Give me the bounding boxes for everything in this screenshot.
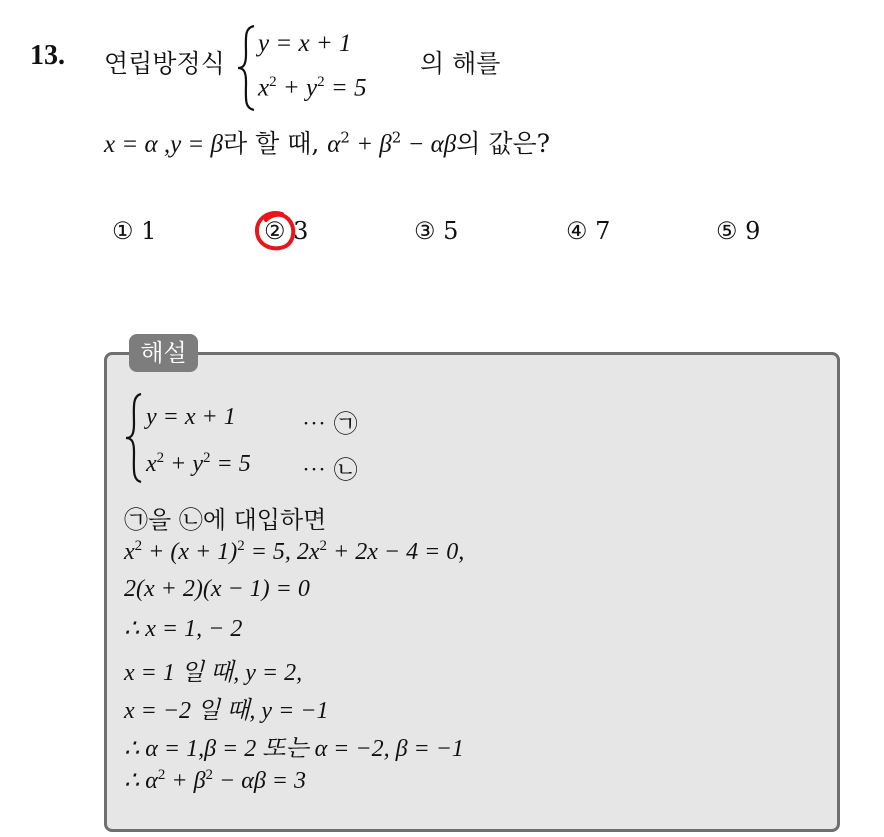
solution-system-brace (124, 392, 144, 484)
question-prefix: 연립방정식 (104, 49, 225, 78)
solution-tag: 해설 (129, 334, 198, 372)
solution-line-7: ∴ α = 1,β = 2 또는 α = −2, β = −1 (124, 736, 464, 762)
choice-4[interactable]: ④ 7 (566, 217, 611, 245)
solution-line-3: 2(x + 2)(x − 1) = 0 (124, 576, 310, 602)
solution-line-8: ∴ $\alpha^2 + \beta^2 - \alpha\beta = 3$ (124, 767, 306, 794)
solution-line-6: x = −2 일 때, y = −1 (124, 698, 329, 724)
solution-system-eq-2: $x^2 + y^2 = 5$ (146, 450, 251, 477)
solution-line-1: ㉠을 ㉡에 대입하면 (124, 506, 327, 534)
system-brace (236, 24, 258, 112)
solution-eq-1-marker: ⋯ ㉠ (302, 410, 358, 438)
choice-5[interactable]: ⑤ 9 (716, 217, 761, 245)
choice-2[interactable]: ② 3 (264, 217, 309, 245)
question-suffix: 의 해를 (420, 49, 501, 78)
choice-1[interactable]: ① 1 (112, 217, 157, 245)
solution-eq-2-marker: ⋯ ㉡ (302, 456, 358, 484)
question-line-2: x = α ,y = β라 할 때, $\alpha^2 + \beta^2 - \alpha\beta$의 값은? (104, 128, 551, 158)
solution-line-4: ∴ x = 1, − 2 (124, 616, 243, 642)
solution-line-5: x = 1 일 때, y = 2, (124, 660, 303, 686)
question-number: 13. (30, 40, 65, 71)
solution-line-2: $x^2 + (x + 1)^2 = 5$, $2x^2 + 2x - 4 = 0$, (124, 538, 465, 565)
choice-3[interactable]: ③ 5 (414, 217, 459, 245)
solution-system-eq-1: y = x + 1 (146, 404, 236, 430)
answer-circle-mark (252, 208, 298, 254)
system-equation-2: $x^2 + y^2 = 5$ (258, 74, 367, 102)
system-equation-1: y = x + 1 (258, 30, 352, 57)
